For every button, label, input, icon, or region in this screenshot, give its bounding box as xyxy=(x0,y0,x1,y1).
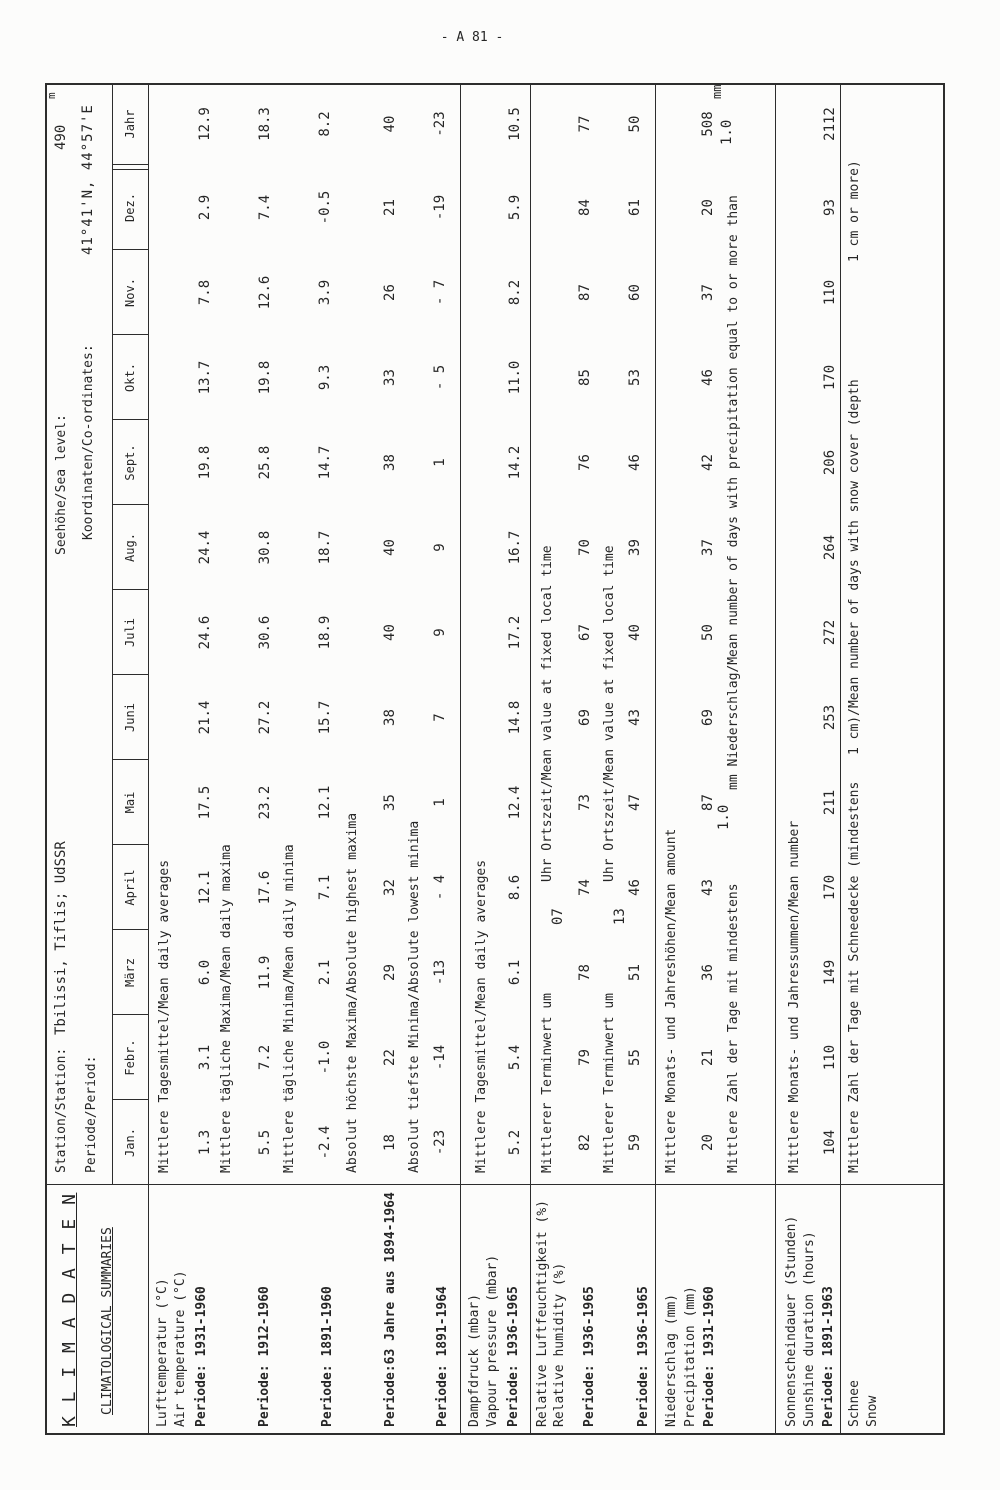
value-cell: 42 xyxy=(700,454,716,471)
value-cell: 253 xyxy=(822,704,838,731)
month-header-cell: Juli xyxy=(123,618,137,647)
value-cell: 87 xyxy=(700,794,716,811)
row-caption: Mittlere tägliche Maxima/Mean daily maxima xyxy=(219,844,234,1173)
value-cell: 2.1 xyxy=(317,959,333,986)
row-caption: Uhr Ortszeit/Mean value at fixed local time xyxy=(602,545,617,882)
value-cell: 36 xyxy=(700,964,716,981)
value-cell: 69 xyxy=(700,709,716,726)
value-cell: 43 xyxy=(700,879,716,896)
value-cell: 33 xyxy=(382,369,398,386)
value-cell: 1 xyxy=(432,458,448,467)
value-cell: 8.2 xyxy=(507,279,523,306)
value-cell: 12.1 xyxy=(197,870,213,905)
value-cell: 61 xyxy=(627,199,643,216)
row-caption: Absolut tiefste Minima/Absolute lowest minima xyxy=(407,820,422,1173)
value-cell: 47 xyxy=(627,794,643,811)
value-cell: 87 xyxy=(577,284,593,301)
value-cell: 5.9 xyxy=(507,194,523,221)
value-cell: 12.6 xyxy=(257,275,273,310)
month-header-cell: Jan. xyxy=(123,1128,137,1157)
title-climatological-summaries: CLIMATOLOGICAL SUMMARIES xyxy=(100,1227,115,1415)
label-column-divider xyxy=(45,1184,945,1185)
value-cell: 55 xyxy=(627,1049,643,1066)
value-cell: 6.1 xyxy=(507,959,523,986)
value-cell: 7.2 xyxy=(257,1044,273,1071)
value-cell: 11.9 xyxy=(257,955,273,990)
month-header-cell: Aug. xyxy=(123,533,137,562)
precipitation-row xyxy=(699,83,717,1185)
value-cell: 17.6 xyxy=(257,870,273,905)
month-header-row xyxy=(112,83,148,1185)
value-cell: 7.1 xyxy=(317,874,333,901)
snow-label-en: Snow xyxy=(865,1395,880,1427)
value-cell: 264 xyxy=(822,534,838,561)
value-cell: 77 xyxy=(577,115,593,133)
value-cell: 18.9 xyxy=(317,615,333,650)
row-caption: mm Niederschlag/Mean number of days with precipitation equal to or more than xyxy=(726,195,741,790)
value-cell: 19.8 xyxy=(257,360,273,395)
sunshine-row xyxy=(821,83,839,1185)
air-temp-label-en: Air temperature (°C) xyxy=(173,1270,188,1427)
value-cell: 9 xyxy=(432,543,448,552)
climate-table xyxy=(45,83,945,1435)
value-cell: 149 xyxy=(822,959,838,986)
value-cell: 15.7 xyxy=(317,700,333,735)
threshold-unit: mm xyxy=(710,84,724,99)
vapour-label-de: Dampfdruck (mbar) xyxy=(467,1293,482,1427)
row-caption: 1 cm)/Mean number of days with snow cover (depth xyxy=(847,379,862,755)
period-label: Periode: 1891-1960 xyxy=(320,1286,335,1427)
value-cell: 272 xyxy=(822,619,838,646)
month-header-cell: Febr. xyxy=(123,1039,137,1076)
value-cell: -23 xyxy=(432,1129,448,1156)
value-cell: 10.5 xyxy=(507,107,523,141)
period-label: Periode: 1931-1960 xyxy=(194,1286,209,1427)
snow-label-de: Schnee xyxy=(847,1380,862,1427)
value-cell: - 5 xyxy=(432,364,448,391)
value-cell: 37 xyxy=(700,284,716,301)
precip-label-de: Niederschlag (mm) xyxy=(664,1293,679,1427)
value-cell: 84 xyxy=(577,199,593,216)
value-cell: -14 xyxy=(432,1044,448,1071)
value-cell: 6.0 xyxy=(197,959,213,986)
value-cell: 21.4 xyxy=(197,700,213,735)
observation-hour: 13 xyxy=(612,908,628,925)
air-temp-max-row xyxy=(256,83,274,1185)
value-cell: 110 xyxy=(822,1044,838,1071)
value-cell: 40 xyxy=(627,624,643,641)
value-cell: -19 xyxy=(432,194,448,221)
value-cell: 38 xyxy=(382,454,398,471)
value-cell: 206 xyxy=(822,449,838,476)
value-cell: 14.7 xyxy=(317,445,333,480)
value-cell: 46 xyxy=(627,454,643,471)
month-header-cell: Dez. xyxy=(123,193,137,222)
value-cell: 1.3 xyxy=(197,1129,213,1156)
value-cell: 74 xyxy=(577,879,593,896)
month-header-cell: Sept. xyxy=(123,444,137,481)
humidity-label-de: Relative Luftfeuchtigkeit (%) xyxy=(535,1200,550,1427)
value-cell: 21 xyxy=(382,199,398,216)
threshold-value: 1.0 xyxy=(716,804,732,830)
value-cell: 16.7 xyxy=(507,530,523,565)
value-cell: -2.4 xyxy=(317,1125,333,1160)
period-label: Periode:63 Jahre aus 1894-1964 xyxy=(383,1192,398,1427)
vapour-pressure-row xyxy=(506,83,524,1185)
value-cell: 170 xyxy=(822,364,838,391)
section-rule xyxy=(460,83,461,1435)
value-cell: 110 xyxy=(822,279,838,306)
value-cell: 3.9 xyxy=(317,279,333,306)
section-rule xyxy=(655,83,656,1435)
air-temp-min-row xyxy=(316,83,334,1185)
value-cell: 27.2 xyxy=(257,700,273,735)
row-caption: Mittlere Monats- und Jahreshöhen/Mean amount xyxy=(664,828,679,1173)
air-temp-abs-min-row xyxy=(431,83,449,1185)
value-cell: 170 xyxy=(822,874,838,901)
value-cell: 211 xyxy=(822,789,838,816)
value-cell: 1 xyxy=(432,798,448,807)
value-cell: 23.2 xyxy=(257,785,273,820)
row-caption: Mittlere tägliche Minima/Mean daily minima xyxy=(282,844,297,1173)
value-cell: 67 xyxy=(577,624,593,641)
value-cell: 9.3 xyxy=(317,364,333,391)
sunshine-label-en: Sunshine duration (hours) xyxy=(802,1231,817,1427)
period-label: Periode: 1912-1960 xyxy=(257,1286,272,1427)
title-klimadaten: K L I M A D A T E N xyxy=(59,1192,80,1427)
period-label: Periode/Period: xyxy=(84,1055,99,1173)
value-cell: 73 xyxy=(577,794,593,811)
value-cell: 40 xyxy=(382,115,398,133)
air-temp-label-de: Lufttemperatur (°C) xyxy=(155,1278,170,1427)
value-cell: 17.5 xyxy=(197,785,213,820)
value-cell: 60 xyxy=(627,284,643,301)
coordinates-label: Koordinaten/Co-ordinates: xyxy=(81,344,96,540)
value-cell: 12.4 xyxy=(507,785,523,820)
value-cell: 7.8 xyxy=(197,279,213,306)
row-caption: Mittlere Monats- und Jahressummen/Mean number xyxy=(787,820,802,1173)
value-cell: 12.9 xyxy=(197,107,213,141)
value-cell: 40 xyxy=(382,539,398,556)
vapour-label-en: Vapour pressure (mbar) xyxy=(485,1254,500,1427)
value-cell: 46 xyxy=(700,369,716,386)
period-label: Periode: 1936-1965 xyxy=(506,1286,521,1427)
sunshine-label-de: Sonnenscheindauer (Stunden) xyxy=(784,1215,799,1427)
row-caption: Mittlere Zahl der Tage mit Schneedecke (mindestens xyxy=(847,781,862,1173)
value-cell: - 7 xyxy=(432,279,448,306)
value-cell: 93 xyxy=(822,199,838,216)
value-cell: 5.4 xyxy=(507,1044,523,1071)
sea-level-label: Seehöhe/Sea level: xyxy=(54,414,69,555)
value-cell: - 4 xyxy=(432,874,448,901)
value-cell: 14.8 xyxy=(507,700,523,735)
value-cell: 21 xyxy=(700,1049,716,1066)
value-cell: 35 xyxy=(382,794,398,811)
humidity-07-row xyxy=(576,83,594,1185)
header-bottom-rule xyxy=(148,83,149,1435)
value-cell: 3.1 xyxy=(197,1044,213,1071)
section-rule xyxy=(840,83,841,1435)
month-header-cell: Mai xyxy=(123,791,137,814)
value-cell: 20 xyxy=(700,199,716,216)
month-header-cell: Okt. xyxy=(123,363,137,392)
period-label: Periode: 1891-1964 xyxy=(435,1286,450,1427)
row-caption: Mittlere Tagesmittel/Mean daily averages xyxy=(474,859,489,1173)
value-cell: 40 xyxy=(382,624,398,641)
period-label: Periode: 1936-1965 xyxy=(582,1286,597,1427)
value-cell: 30.8 xyxy=(257,530,273,565)
value-cell: 78 xyxy=(577,964,593,981)
value-cell: 76 xyxy=(577,454,593,471)
period-label: Periode: 1891-1963 xyxy=(821,1286,836,1427)
humidity-label-en: Relative humidity (%) xyxy=(552,1262,567,1427)
station-name: Tbilissi, Tiflis; UdSSR xyxy=(53,841,69,1035)
section-rule xyxy=(775,83,776,1435)
page-number: - A 81 - xyxy=(440,30,504,45)
row-caption: 1 cm or more) xyxy=(847,160,862,262)
period-label: Periode: 1931-1960 xyxy=(702,1286,717,1427)
value-cell: 30.6 xyxy=(257,615,273,650)
air-temp-abs-max-row xyxy=(381,83,399,1185)
value-cell: 43 xyxy=(627,709,643,726)
sea-level-unit: m xyxy=(45,92,58,99)
value-cell: 508 xyxy=(700,111,716,137)
value-cell: 11.0 xyxy=(507,360,523,395)
value-cell: 5.2 xyxy=(507,1129,523,1156)
threshold-value: 1.0 xyxy=(719,119,735,145)
value-cell: 37 xyxy=(700,539,716,556)
humidity-13-row xyxy=(626,83,644,1185)
value-cell: 13.7 xyxy=(197,360,213,395)
sea-level-value: 490 xyxy=(53,124,69,150)
value-cell: 79 xyxy=(577,1049,593,1066)
period-label: Periode: 1936-1965 xyxy=(636,1286,651,1427)
month-header-cell: März xyxy=(123,958,137,987)
value-cell: -13 xyxy=(432,959,448,986)
value-cell: 24.6 xyxy=(197,615,213,650)
row-caption: Uhr Ortszeit/Mean value at fixed local time xyxy=(540,545,555,882)
row-caption: Mittlere Zahl der Tage mit mindestens xyxy=(726,883,741,1173)
coordinates-value: 41°41'N, 44°57'E xyxy=(80,104,96,255)
value-cell: 17.2 xyxy=(507,615,523,650)
value-cell: 46 xyxy=(627,879,643,896)
value-cell: 2112 xyxy=(822,107,838,141)
section-rule xyxy=(530,83,531,1435)
value-cell: 18.7 xyxy=(317,530,333,565)
row-caption: Mittlerer Terminwert um xyxy=(540,992,555,1173)
value-cell: 25.8 xyxy=(257,445,273,480)
value-cell: 50 xyxy=(700,624,716,641)
value-cell: -0.5 xyxy=(317,190,333,225)
value-cell: 12.1 xyxy=(317,785,333,820)
value-cell: 69 xyxy=(577,709,593,726)
value-cell: 2.9 xyxy=(197,194,213,221)
row-caption: Mittlerer Terminwert um xyxy=(602,992,617,1173)
month-header-cell: Juni xyxy=(123,703,137,732)
value-cell: 8.6 xyxy=(507,874,523,901)
value-cell: 7.4 xyxy=(257,194,273,221)
value-cell: 39 xyxy=(627,539,643,556)
value-cell: 50 xyxy=(627,115,643,133)
value-cell: 51 xyxy=(627,964,643,981)
value-cell: -1.0 xyxy=(317,1040,333,1075)
value-cell: 19.8 xyxy=(197,445,213,480)
value-cell: -23 xyxy=(432,111,448,137)
value-cell: 32 xyxy=(382,879,398,896)
value-cell: 18 xyxy=(382,1134,398,1151)
air-temp-mean-row xyxy=(196,83,214,1185)
value-cell: 22 xyxy=(382,1049,398,1066)
value-cell: 82 xyxy=(577,1134,593,1151)
station-label: Station/Station: xyxy=(54,1047,69,1173)
value-cell: 8.2 xyxy=(317,111,333,137)
month-header-cell: Nov. xyxy=(123,278,137,307)
value-cell: 14.2 xyxy=(507,445,523,480)
value-cell: 85 xyxy=(577,369,593,386)
value-cell: 26 xyxy=(382,284,398,301)
month-header-cell: April xyxy=(123,869,137,906)
value-cell: 20 xyxy=(700,1134,716,1151)
value-cell: 7 xyxy=(432,713,448,722)
row-caption: Mittlere Tagesmittel/Mean daily averages xyxy=(157,859,172,1173)
value-cell: 59 xyxy=(627,1134,643,1151)
value-cell: 104 xyxy=(822,1129,838,1156)
value-cell: 5.5 xyxy=(257,1129,273,1156)
month-header-cell: Jahr xyxy=(123,109,137,139)
value-cell: 24.4 xyxy=(197,530,213,565)
value-cell: 53 xyxy=(627,369,643,386)
row-caption: Absolut höchste Maxima/Absolute highest maxima xyxy=(345,812,360,1173)
value-cell: 29 xyxy=(382,964,398,981)
value-cell: 9 xyxy=(432,628,448,637)
value-cell: 18.3 xyxy=(257,107,273,141)
value-cell: 70 xyxy=(577,539,593,556)
precip-label-en: Precipitation (mm) xyxy=(683,1286,698,1427)
observation-hour: 07 xyxy=(550,908,566,925)
value-cell: 38 xyxy=(382,709,398,726)
